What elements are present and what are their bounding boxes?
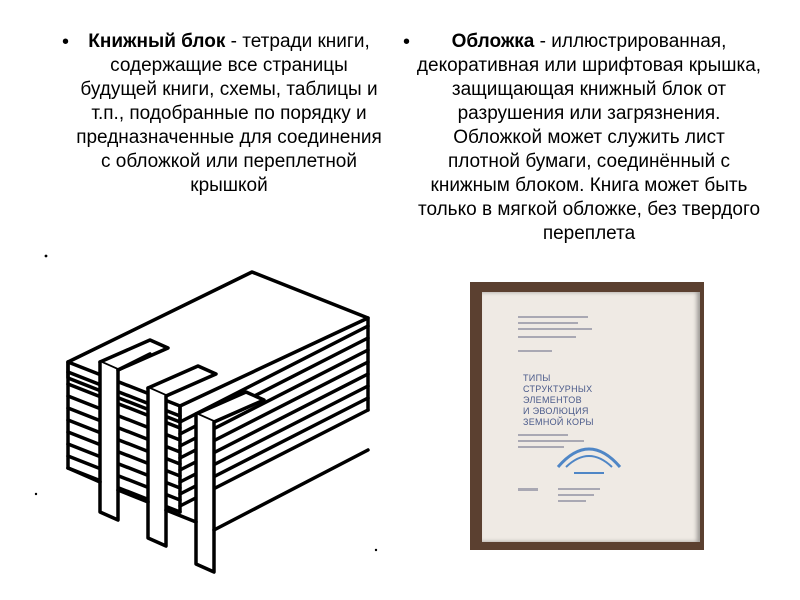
right-column-text: [403, 30, 763, 246]
book-cover-photo: [470, 282, 704, 550]
printed-line: [518, 322, 578, 324]
printed-line: [518, 316, 588, 318]
term-cover: Обложка: [451, 31, 535, 52]
book-title-line: СТРУКТУРНЫХ: [523, 384, 593, 394]
term-cover-description: - иллюстрированная, декоративная или шрифтовая крышка, защищающая книжный блок от разрушения или загрязнения. Обложкой может служить лист плотной бумаги, соединённый с книжным блоком. Книга может быть только в мягкой обложке, без твердого переплета: [416, 31, 762, 244]
book-block-illustration: [30, 250, 410, 585]
left-column-text: [62, 30, 384, 198]
printed-line: [518, 328, 592, 330]
printed-line: [518, 434, 568, 436]
printed-line: [558, 488, 600, 490]
book-title-line: ТИПЫ: [523, 373, 551, 383]
printed-line: [558, 500, 586, 502]
printed-line: [518, 350, 552, 352]
printed-line: [518, 488, 538, 491]
book-title-page: [482, 292, 700, 542]
library-stamp: [554, 437, 624, 477]
bullet: •: [403, 31, 411, 53]
printed-line: [518, 336, 576, 338]
book-title-line: ЗЕМНОЙ КОРЫ: [523, 417, 594, 427]
book-title: [523, 373, 633, 428]
term-book-block: Книжный блок: [88, 31, 226, 52]
book-title-line: ЭЛЕМЕНТОВ: [523, 395, 582, 405]
printed-line: [558, 494, 594, 496]
bullet: •: [62, 31, 70, 53]
term-book-block-description: - тетради книги, содержащие все страницы будущей книги, схемы, таблицы и т.п., подобранные по порядку и предназначенные для соединения с обложкой или переплетной крышкой: [76, 31, 382, 196]
book-title-line: И ЭВОЛЮЦИЯ: [523, 406, 589, 416]
